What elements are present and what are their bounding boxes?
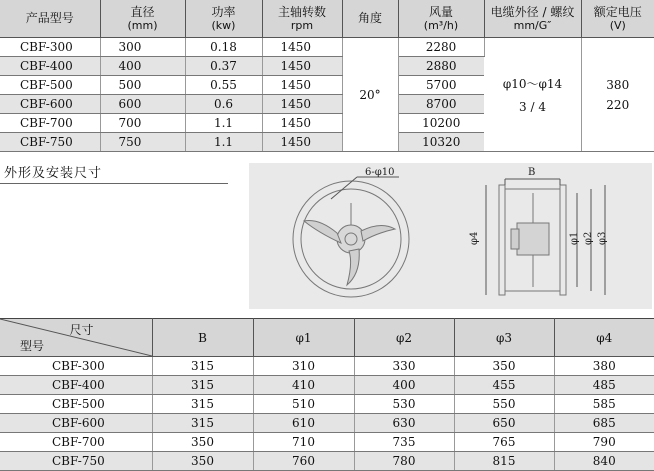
diameter-cell: 300 (100, 38, 185, 57)
model-cell: CBF-400 (0, 376, 152, 395)
dims-row (0, 376, 654, 395)
phi4-cell: 685 (554, 414, 654, 433)
diameter-cell: 500 (100, 76, 185, 95)
corner-header (0, 319, 152, 357)
model-cell: CBF-700 (0, 433, 152, 452)
header-speed: 主轴转数 rpm (262, 0, 342, 38)
phi3-cell: 765 (454, 433, 554, 452)
header-diameter: 直径 (mm) (100, 0, 185, 38)
phi1-cell: 410 (253, 376, 354, 395)
header-power: 功率 (kw) (185, 0, 262, 38)
fan-blade (347, 249, 359, 285)
model-cell: CBF-300 (0, 38, 100, 57)
phi3-cell: 455 (454, 376, 554, 395)
model-cell: CBF-600 (0, 95, 100, 114)
corner-model-label: 型号 (20, 339, 45, 353)
power-cell: 1.1 (185, 133, 262, 152)
airflow-cell: 2280 (398, 38, 484, 57)
header-phi2: φ2 (354, 319, 454, 357)
b-cell: 315 (152, 414, 253, 433)
cable-cell: φ10～φ14 3 / 4 (484, 38, 581, 152)
phi1-cell: 760 (253, 452, 354, 471)
phi4-cell: 380 (554, 357, 654, 376)
voltage-cell: 380 220 (581, 38, 654, 152)
b-cell: 315 (152, 376, 253, 395)
motor-body (517, 223, 549, 255)
speed-cell: 1450 (262, 114, 342, 133)
header-phi4: φ4 (554, 319, 654, 357)
dimensions-table (0, 318, 654, 471)
flange-left (499, 185, 505, 295)
airflow-cell: 8700 (398, 95, 484, 114)
model-cell: CBF-500 (0, 76, 100, 95)
model-cell: CBF-750 (0, 452, 152, 471)
phi2-cell: 400 (354, 376, 454, 395)
phi4-cell: 585 (554, 395, 654, 414)
diameter-cell: 700 (100, 114, 185, 133)
diameter-cell: 600 (100, 95, 185, 114)
dims-header-row (0, 319, 654, 357)
phi1-cell: 510 (253, 395, 354, 414)
speed-cell: 1450 (262, 76, 342, 95)
phi1-label: φ1 (569, 231, 580, 245)
power-cell: 1.1 (185, 114, 262, 133)
power-cell: 0.37 (185, 57, 262, 76)
phi2-cell: 530 (354, 395, 454, 414)
phi3-cell: 550 (454, 395, 554, 414)
hole-leader-line (331, 177, 357, 199)
header-model: 产品型号 (0, 0, 100, 38)
corner-dimension-label: 尺寸 (69, 323, 94, 337)
hole-label: 6-φ10 (365, 167, 395, 178)
title-divider (0, 183, 228, 184)
spec-row (0, 38, 654, 57)
speed-cell: 1450 (262, 133, 342, 152)
fan-blade (361, 225, 395, 241)
airflow-cell: 10320 (398, 133, 484, 152)
header-phi3: φ3 (454, 319, 554, 357)
speed-cell: 1450 (262, 38, 342, 57)
phi3-label: φ3 (597, 231, 608, 245)
model-cell: CBF-500 (0, 395, 152, 414)
section-title: 外形及安装尺寸 (4, 166, 103, 181)
angle-cell: 20° (342, 38, 398, 152)
phi2-cell: 330 (354, 357, 454, 376)
fan-blade (304, 221, 341, 244)
model-cell: CBF-400 (0, 57, 100, 76)
phi1-cell: 310 (253, 357, 354, 376)
power-cell: 0.55 (185, 76, 262, 95)
airflow-cell: 2880 (398, 57, 484, 76)
header-airflow: 风量 (m³/h) (398, 0, 484, 38)
airflow-cell: 10200 (398, 114, 484, 133)
b-label: B (528, 167, 536, 178)
b-cell: 315 (152, 357, 253, 376)
b-cell: 350 (152, 452, 253, 471)
fan-drawing (249, 163, 652, 309)
phi2-cell: 630 (354, 414, 454, 433)
model-cell: CBF-300 (0, 357, 152, 376)
speed-cell: 1450 (262, 95, 342, 114)
dims-row (0, 395, 654, 414)
b-cell: 350 (152, 433, 253, 452)
b-cell: 315 (152, 395, 253, 414)
flange-right (560, 185, 566, 295)
fan-drawing-svg (249, 163, 652, 309)
airflow-cell: 5700 (398, 76, 484, 95)
phi1-cell: 710 (253, 433, 354, 452)
header-voltage: 额定电压 (V) (581, 0, 654, 38)
model-cell: CBF-600 (0, 414, 152, 433)
speed-cell: 1450 (262, 57, 342, 76)
dims-row (0, 357, 654, 376)
header-b: B (152, 319, 253, 357)
phi4-cell: 840 (554, 452, 654, 471)
header-angle: 角度 (342, 0, 398, 38)
phi2-cell: 780 (354, 452, 454, 471)
dims-row (0, 414, 654, 433)
spec-header-row (0, 0, 654, 38)
spec-table (0, 0, 654, 152)
phi4-cell: 485 (554, 376, 654, 395)
model-cell: CBF-750 (0, 133, 100, 152)
phi1-cell: 610 (253, 414, 354, 433)
diameter-cell: 400 (100, 57, 185, 76)
phi3-cell: 815 (454, 452, 554, 471)
phi4-cell: 790 (554, 433, 654, 452)
phi2-cell: 735 (354, 433, 454, 452)
header-phi1: φ1 (253, 319, 354, 357)
fan-front-view (293, 177, 409, 297)
dims-row (0, 452, 654, 471)
phi3-cell: 650 (454, 414, 554, 433)
dims-row (0, 433, 654, 452)
phi4-label: φ4 (469, 231, 480, 245)
power-cell: 0.18 (185, 38, 262, 57)
diameter-cell: 750 (100, 133, 185, 152)
motor-box (511, 229, 519, 249)
model-cell: CBF-700 (0, 114, 100, 133)
phi3-cell: 350 (454, 357, 554, 376)
header-cable: 电缆外径 / 螺纹 mm/G″ (484, 0, 581, 38)
power-cell: 0.6 (185, 95, 262, 114)
phi2-label: φ2 (583, 231, 594, 245)
fan-hub (337, 225, 365, 253)
